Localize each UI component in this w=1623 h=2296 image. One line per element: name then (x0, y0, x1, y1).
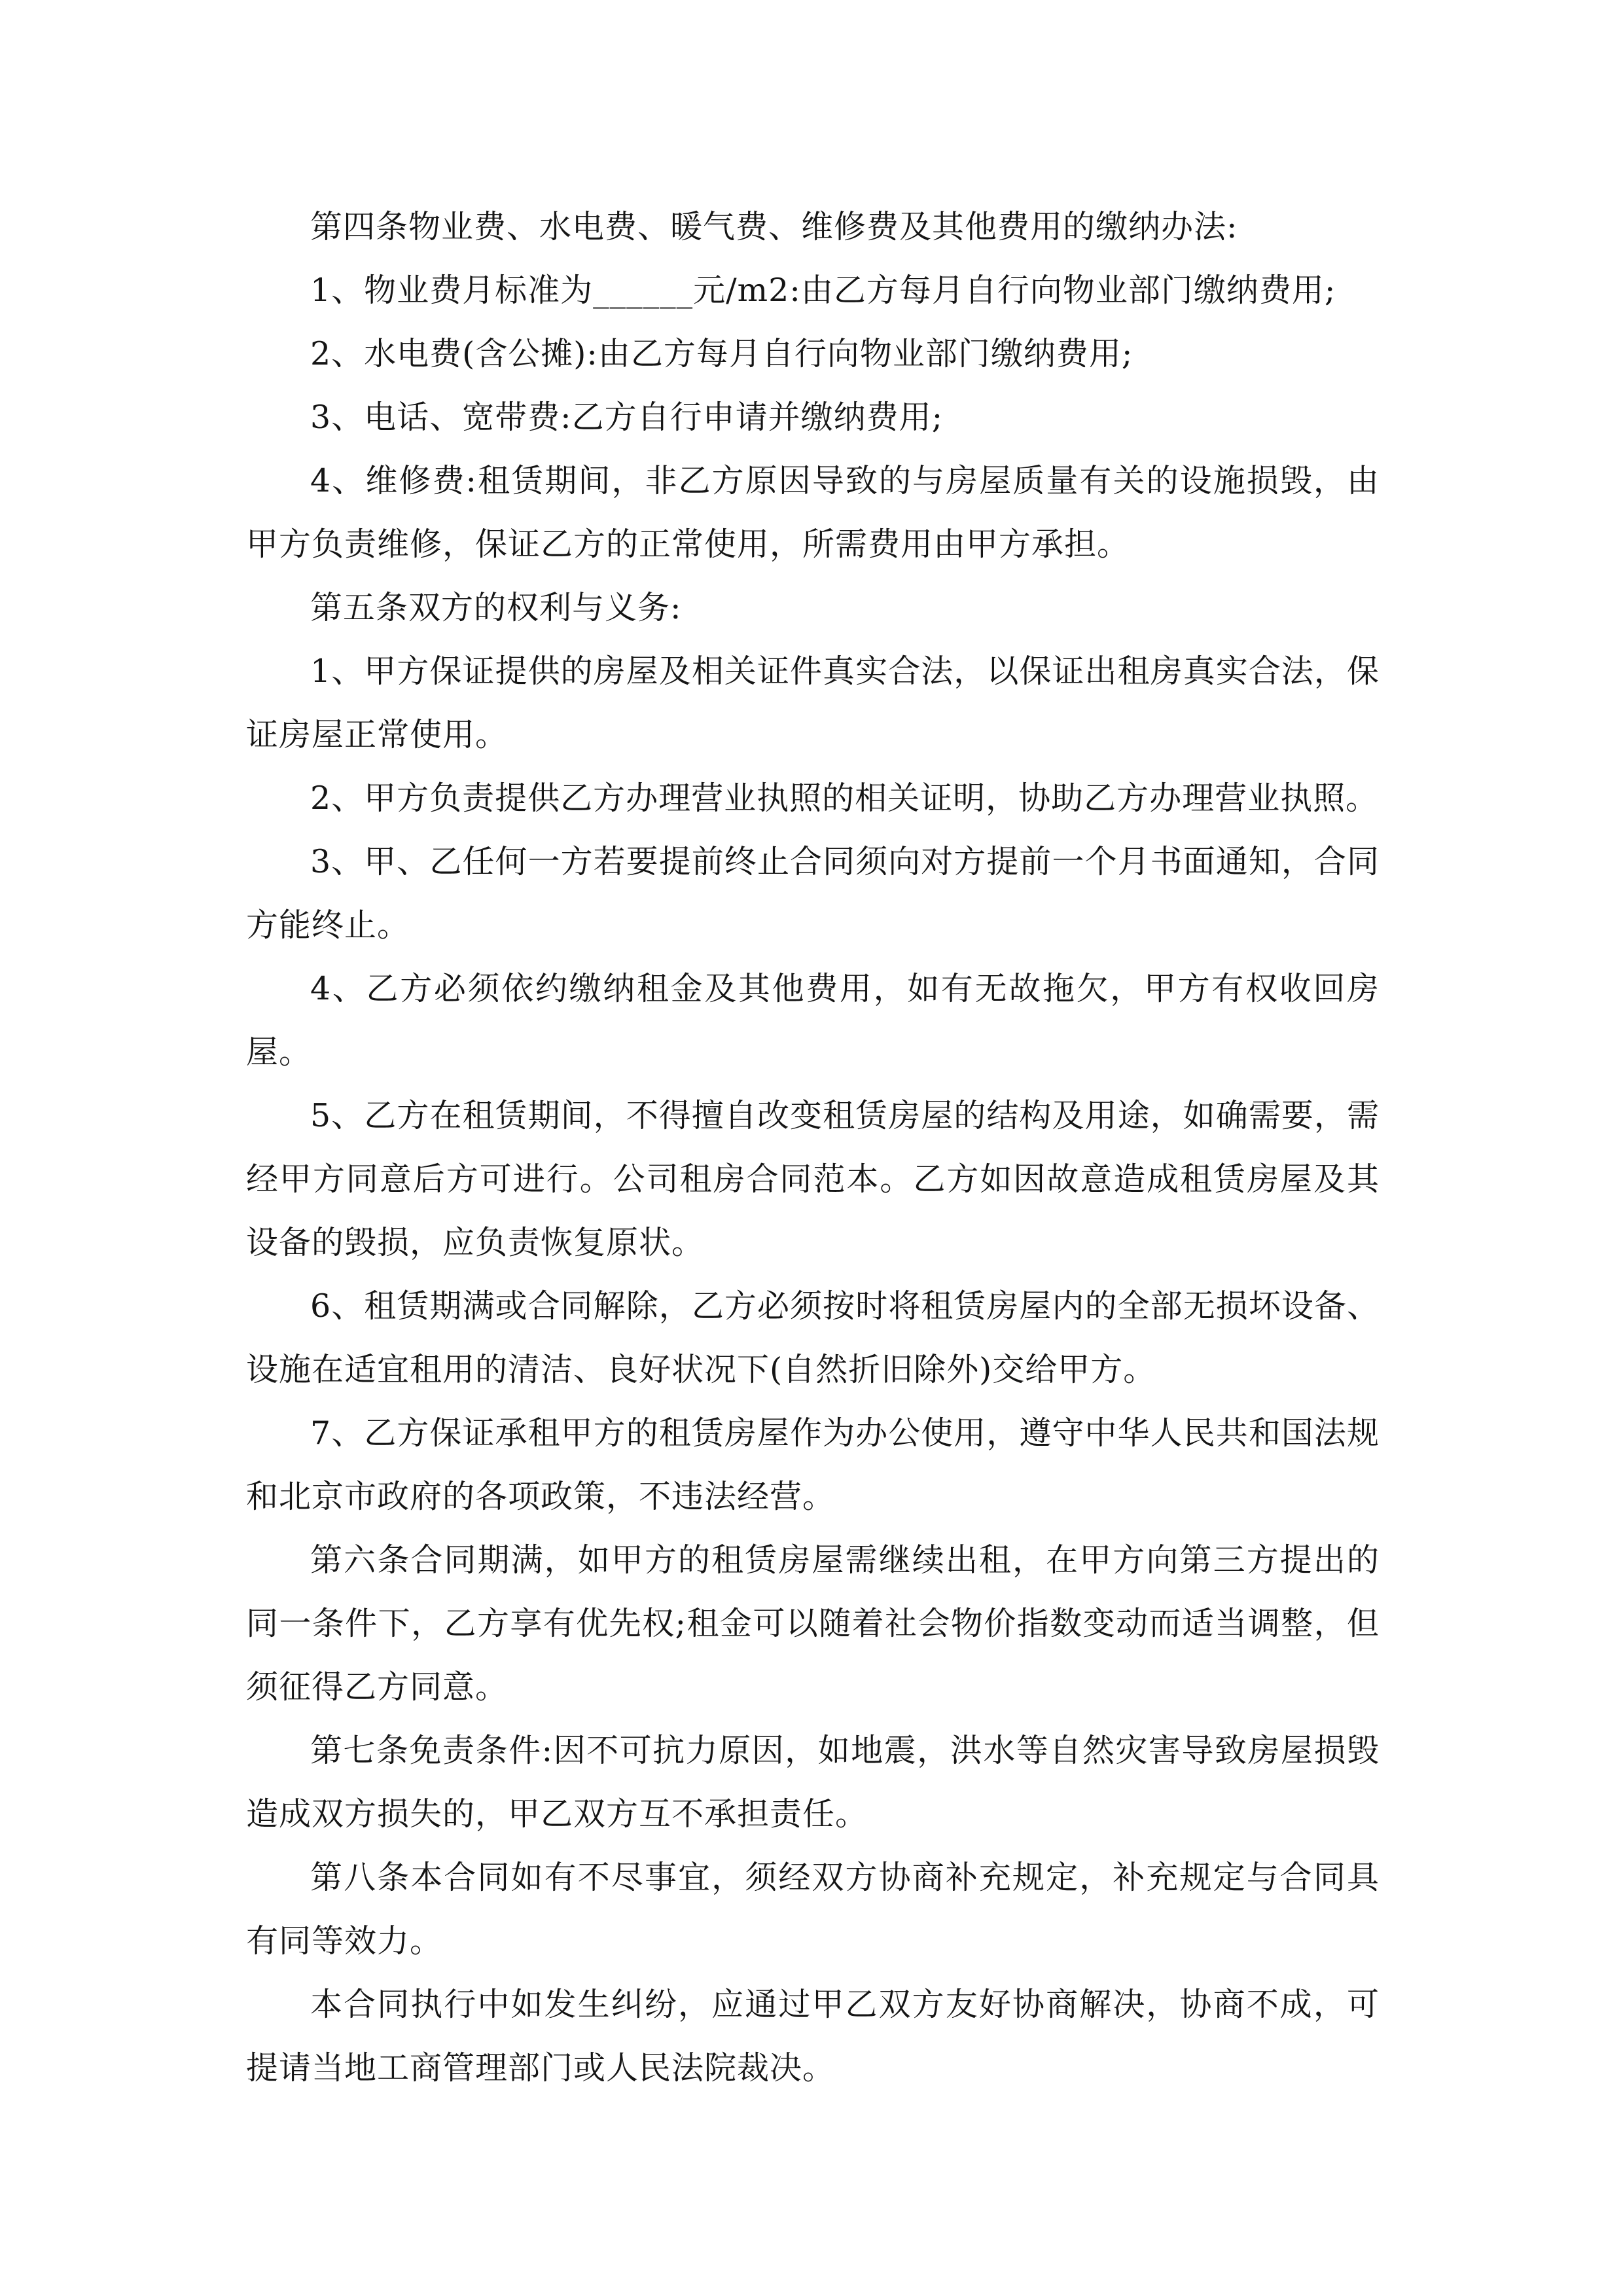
article-4-heading: 第四条物业费、水电费、暖气费、维修费及其他费用的缴纳办法: (310, 208, 1238, 245)
article-8: 第八条本合同如有不尽事宜，须经双方协商补充规定，补充规定与合同具有同等效力。 (246, 1859, 1380, 1960)
article-5-item-2: 2、甲方负责提供乙方办理营业执照的相关证明，协助乙方办理营业执照。 (310, 780, 1379, 817)
article-4-item-3: 3、电话、宽带费:乙方自行申请并缴纳费用; (310, 399, 944, 436)
dispute-resolution: 本合同执行中如发生纠纷，应通过甲乙双方友好协商解决，协商不成，可提请当地工商管理部门或人民法院裁决。 (246, 1986, 1380, 2087)
article-4-item-4: 4、维修费:租赁期间，非乙方原因导致的与房屋质量有关的设施损毁，由甲方负责维修，保证乙方的正常使用，所需费用由甲方承担。 (246, 462, 1380, 563)
article-4-item-2: 2、水电费(含公摊):由乙方每月自行向物业部门缴纳费用; (310, 335, 1133, 372)
article-7: 第七条免责条件:因不可抗力原因，如地震，洪水等自然灾害导致房屋损毁造成双方损失的，甲乙双方互不承担责任。 (246, 1732, 1380, 1833)
document-body (246, 195, 1380, 2100)
article-5-item-6: 6、租赁期满或合同解除，乙方必须按时将租赁房屋内的全部无损坏设备、设施在适宜租用的清洁、良好状况下(自然折旧除外)交给甲方。 (246, 1287, 1380, 1388)
article-5-item-5: 5、乙方在租赁期间，不得擅自改变租赁房屋的结构及用途，如确需要，需经甲方同意后方可进行。公司租房合同范本。乙方如因故意造成租赁房屋及其设备的毁损，应负责恢复原状。 (246, 1097, 1380, 1261)
article-5-item-4: 4、乙方必须依约缴纳租金及其他费用，如有无故拖欠，甲方有权收回房屋。 (246, 970, 1380, 1071)
article-5-item-3: 3、甲、乙任何一方若要提前终止合同须向对方提前一个月书面通知，合同方能终止。 (246, 843, 1380, 944)
article-6: 第六条合同期满，如甲方的租赁房屋需继续出租，在甲方向第三方提出的同一条件下，乙方享有优先权;租金可以随着社会物价指数变动而适当调整，但须征得乙方同意。 (246, 1541, 1380, 1706)
article-5-heading: 第五条双方的权利与义务: (310, 589, 682, 626)
article-4-item-1: 1、物业费月标准为______元/m2:由乙方每月自行向物业部门缴纳费用; (310, 272, 1336, 309)
article-5-item-7: 7、乙方保证承租甲方的租赁房屋作为办公使用，遵守中华人民共和国法规和北京市政府的各项政策，不违法经营。 (246, 1414, 1380, 1515)
article-5-item-1: 1、甲方保证提供的房屋及相关证件真实合法，以保证出租房真实合法，保证房屋正常使用。 (246, 653, 1380, 753)
